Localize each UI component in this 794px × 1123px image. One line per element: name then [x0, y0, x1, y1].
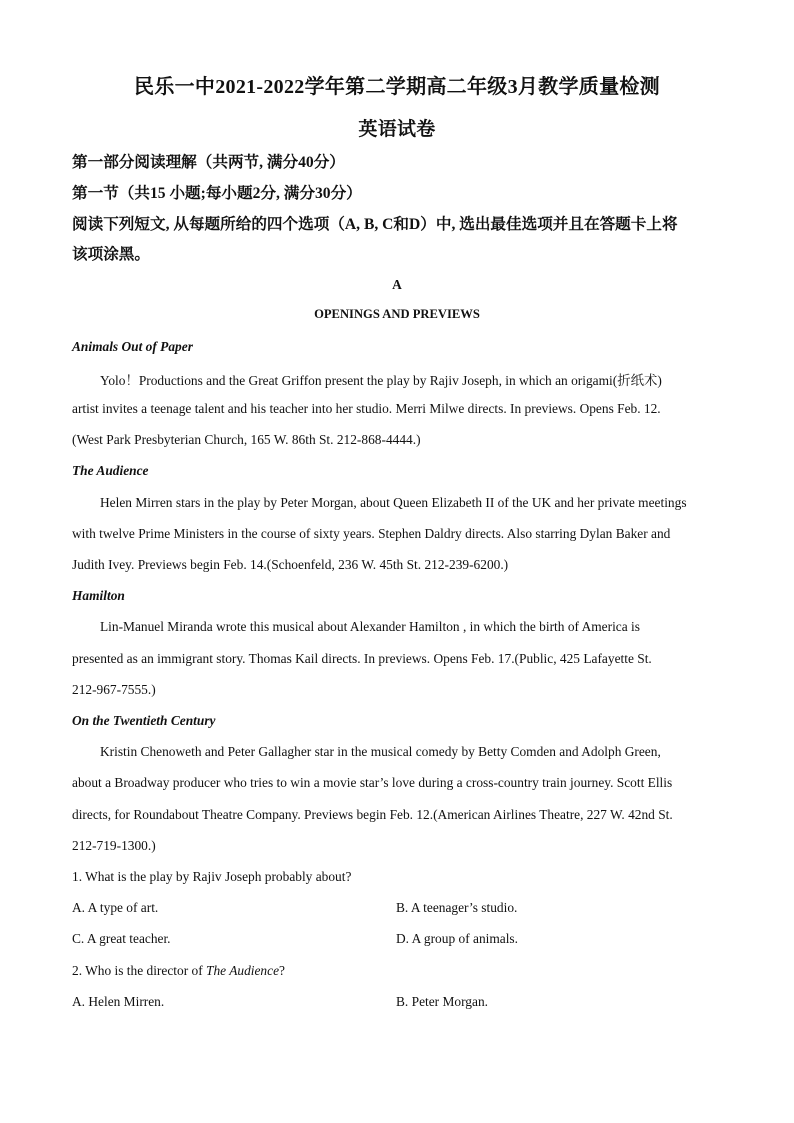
show-title-on-the-twentieth-century: On the Twentieth Century — [72, 713, 216, 728]
show-text-line: Lin-Manuel Miranda wrote this musical about Alexander Hamilton , in which the birth of America is — [100, 619, 640, 634]
show-text-line: artist invites a teenage talent and his teacher into her studio. Merri Milwe directs. In previews. Opens Feb. 12. — [72, 401, 661, 416]
question-2-stem — [72, 963, 724, 979]
question-1-option-a[interactable]: A. A type of art. — [72, 900, 159, 915]
show-text-line: Yolo！Productions and the Great Griffon present the play by Rajiv Joseph, in which an origami(折纸术) — [100, 373, 662, 388]
show-text-line: directs, for Roundabout Theatre Company. Previews begin Feb. 12.(American Airlines Theatre, 227 W. 42nd St. — [72, 807, 673, 822]
show-text-line: with twelve Prime Ministers in the course of sixty years. Stephen Daldry directs. Also starring Dylan Baker and — [72, 526, 671, 541]
question-1-option-c[interactable]: C. A great teacher. — [72, 931, 171, 946]
question-2-stem-suffix: ? — [279, 963, 285, 978]
part-heading: 第一部分阅读理解（共两节, 满分40分） — [72, 154, 345, 171]
show-title-animals-out-of-paper: Animals Out of Paper — [72, 339, 193, 354]
question-2-stem-prefix: 2. Who is the director of — [72, 963, 206, 978]
question-1-option-d[interactable]: D. A group of animals. — [396, 931, 518, 946]
directions-line-1: 阅读下列短文, 从每题所给的四个选项（A, B, C和D）中, 选出最佳选项并且在答题卡上将 — [72, 216, 678, 233]
show-text-line: Kristin Chenoweth and Peter Gallagher star in the musical comedy by Betty Comden and Adolph Green, — [100, 744, 661, 759]
exam-title: 民乐一中2021-2022学年第二学期高二年级3月教学质量检测 — [134, 76, 660, 98]
section-heading: 第一节（共15 小题;每小题2分, 满分30分） — [72, 185, 362, 202]
question-2-option-b[interactable]: B. Peter Morgan. — [396, 994, 488, 1009]
show-title-hamilton: Hamilton — [72, 588, 125, 603]
show-text-line: about a Broadway producer who tries to win a movie star’s love during a cross-country train journey. Scott Ellis — [72, 775, 673, 790]
show-text-line: Helen Mirren stars in the play by Peter Morgan, about Queen Elizabeth II of the UK and her private meetings — [100, 495, 687, 510]
question-2-stem-title: The Audience — [206, 963, 280, 978]
show-text-line: 212-967-7555.) — [72, 682, 156, 697]
show-title-the-audience: The Audience — [72, 463, 149, 478]
show-text-line: (West Park Presbyterian Church, 165 W. 86th St. 212-868-4444.) — [72, 432, 421, 447]
question-1-option-b[interactable]: B. A teenager’s studio. — [396, 900, 518, 915]
exam-subtitle: 英语试卷 — [358, 119, 436, 140]
passage-heading: OPENINGS AND PREVIEWS — [314, 307, 480, 321]
show-text-line: Judith Ivey. Previews begin Feb. 14.(Schoenfeld, 236 W. 45th St. 212-239-6200.) — [72, 557, 509, 572]
passage-letter: A — [392, 277, 402, 292]
show-text-line: 212-719-1300.) — [72, 838, 156, 853]
show-text-line: presented as an immigrant story. Thomas Kail directs. In previews. Opens Feb. 17.(Public, 425 Lafayette St. — [72, 651, 652, 666]
directions-line-2: 该项涂黑。 — [72, 246, 150, 263]
question-1-stem: 1. What is the play by Rajiv Joseph probably about? — [72, 869, 352, 884]
question-2-option-a[interactable]: A. Helen Mirren. — [72, 994, 165, 1009]
